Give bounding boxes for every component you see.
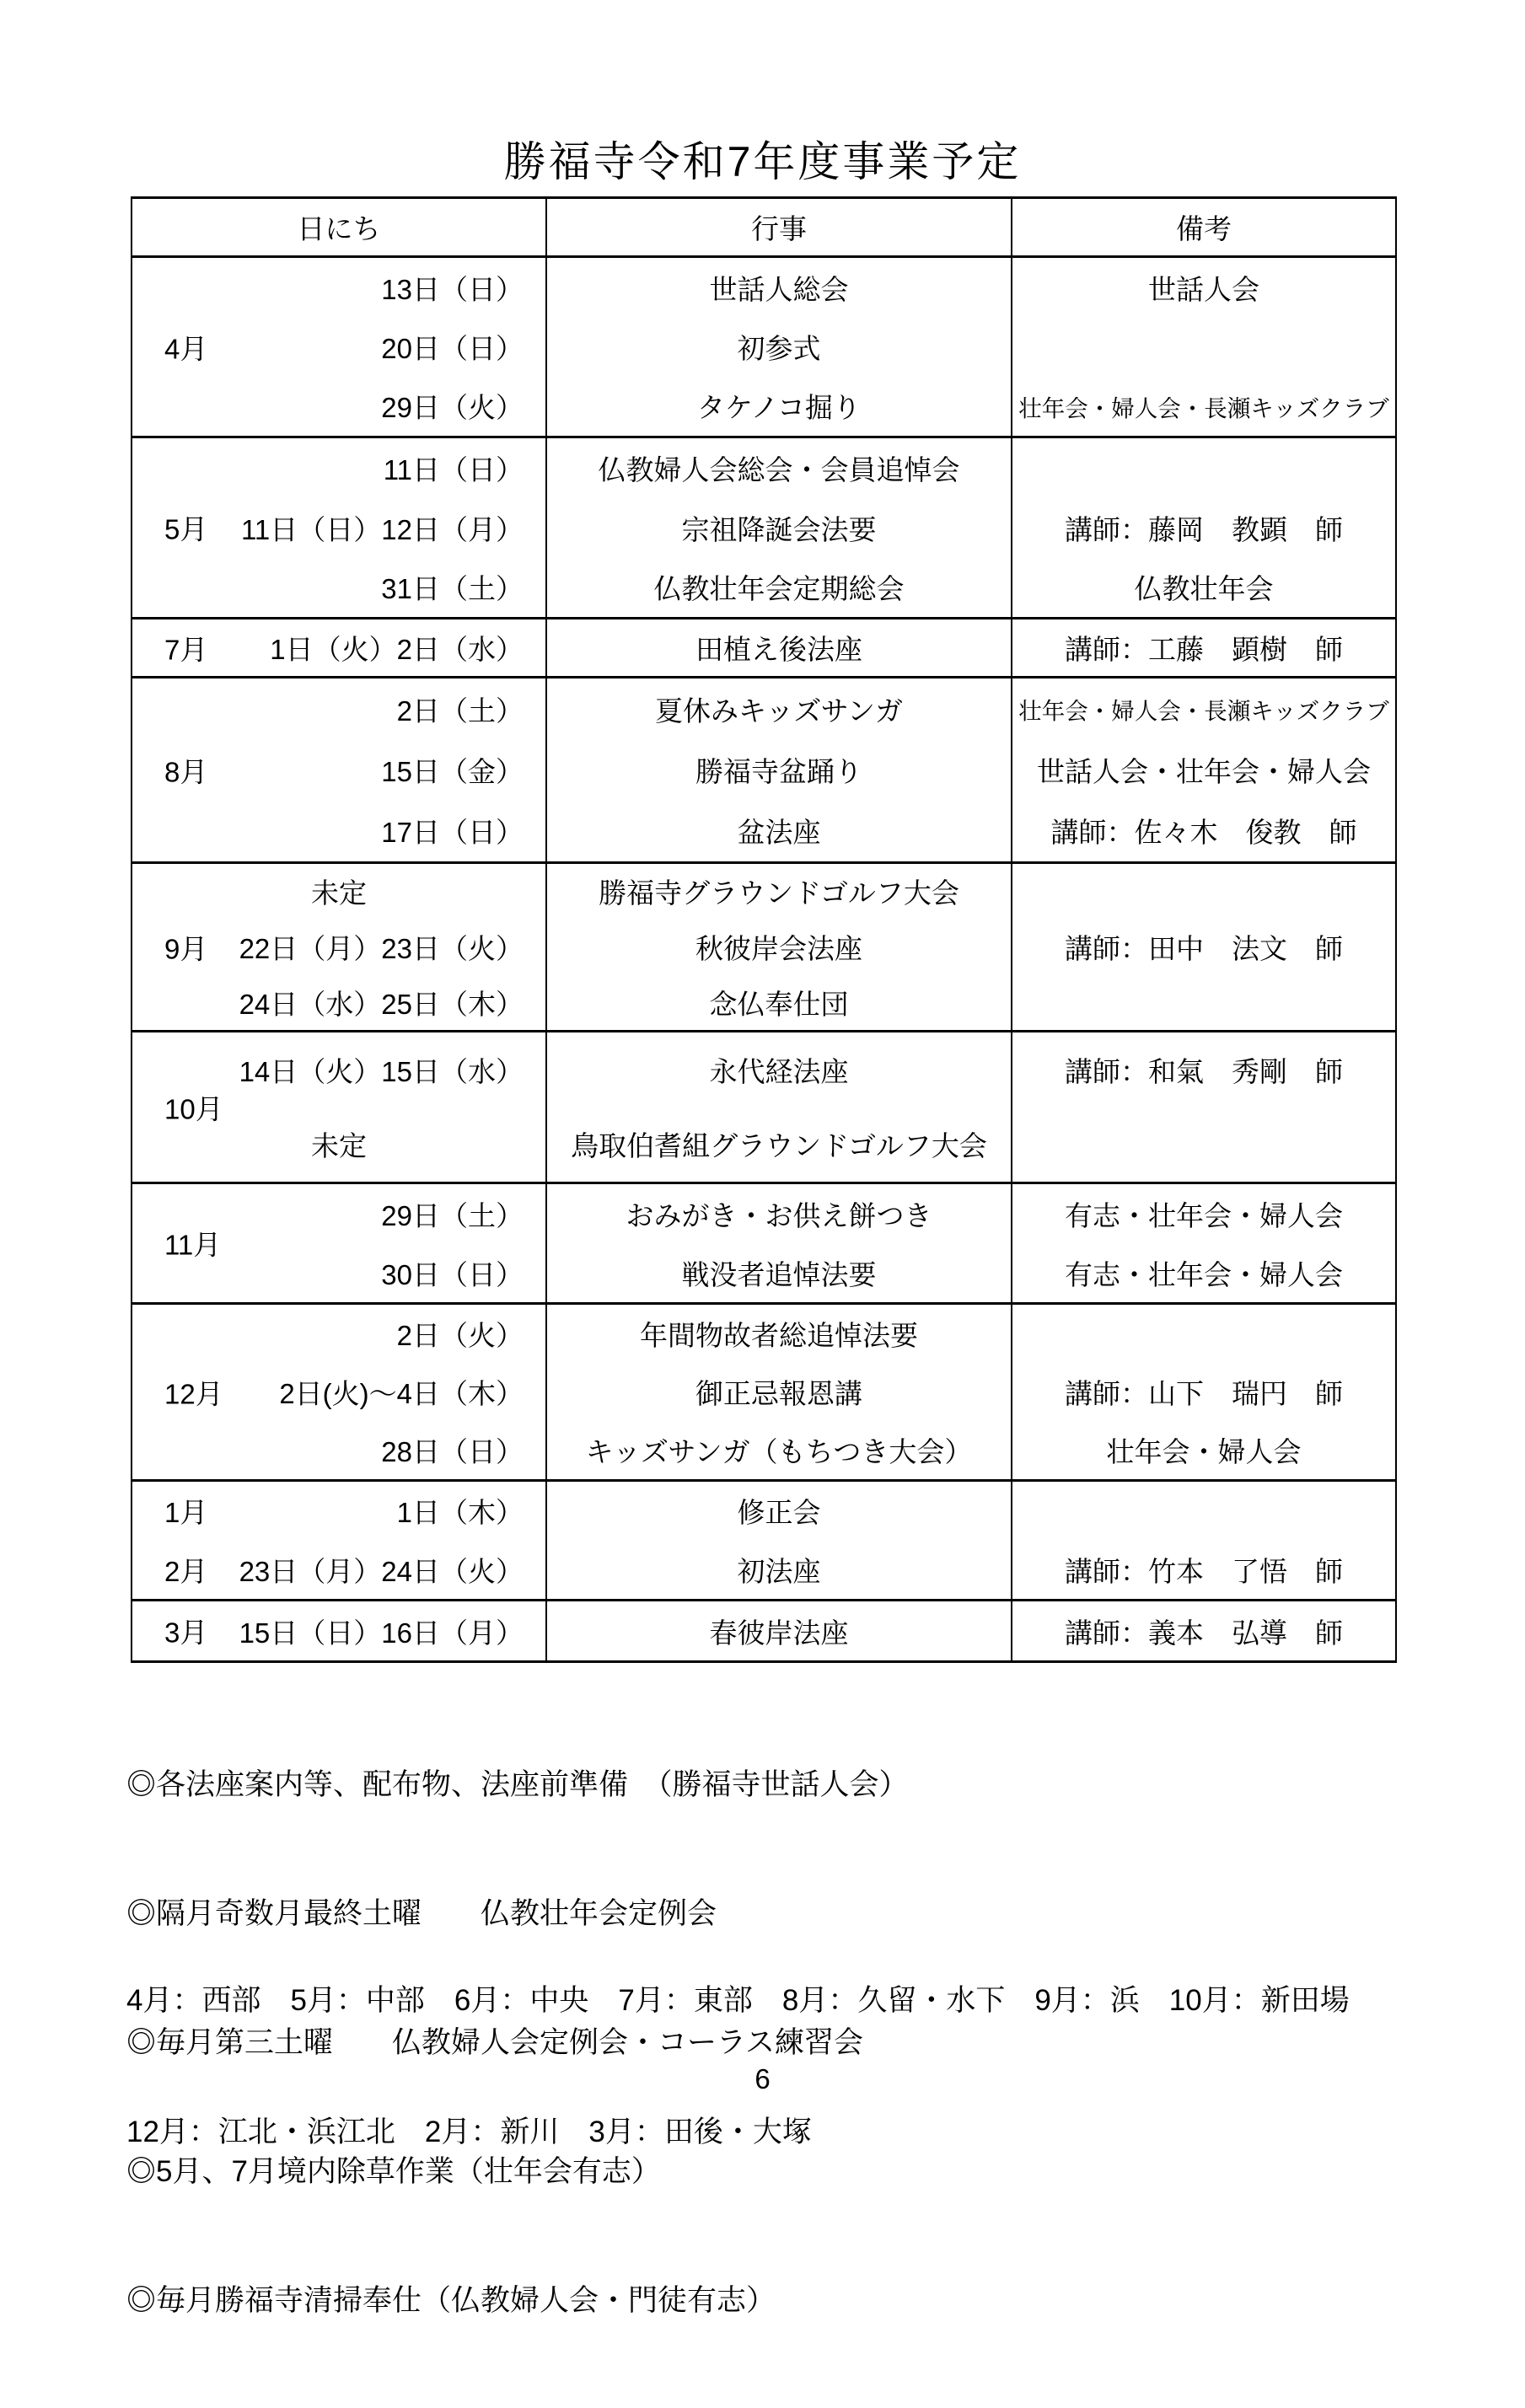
note-line [1012,801,1395,861]
date-text: 2日（土） [396,695,524,727]
note-line: ◎毎月第三土曜 仏教婦人会定例会・コーラス練習会 [126,2026,863,2059]
date-text: 22日（月）23日（火） [239,933,524,964]
date-cell [132,258,545,436]
date-text: 29日（土） [381,1199,524,1231]
date-cell [132,1305,545,1479]
event-line [547,1243,1011,1302]
event-text: キッズサンガ（もちつき大会） [585,1436,973,1467]
event-text: 夏休みキッズサンガ [654,695,904,727]
event-text: おみがき・お供え餅つき [626,1199,932,1231]
date-line [132,1184,545,1243]
date-cell [132,678,545,861]
date-line [132,739,545,800]
event-line [547,1305,1011,1363]
note-line [1012,739,1395,800]
date-text: 31日（土） [381,573,524,605]
date-text: 28日（日） [381,1436,524,1467]
date-text: 11日（日）12日（月） [241,513,524,545]
note-cell [1011,678,1395,861]
event-text: 仏教婦人会総会・会員追悼会 [598,453,960,485]
note-text: 講師：工藤 顕樹 師 [1065,634,1343,665]
note-cell [1011,864,1395,1030]
date-line [132,1482,545,1541]
event-line [547,864,1011,920]
event-cell [545,258,1011,436]
date-line [132,1601,545,1660]
event-cell [545,1305,1011,1479]
event-cell [545,864,1011,1030]
month-label: 3月 [164,1617,208,1649]
table-row-group [132,617,1395,676]
event-text: 春彼岸法座 [709,1617,849,1649]
event-text: 戦没者追悼法要 [681,1258,877,1290]
month-label: 10月 [164,1093,223,1124]
region-line: 12月：江北・浜江北 2月：新川 3月：田後・大塚 [126,2116,812,2148]
event-text: 修正会 [737,1497,821,1529]
note-line [1012,498,1395,558]
event-line [547,678,1011,739]
region-line: 4月：西部 5月：中部 6月：中央 7月：東部 8月：久留・水下 9月：浜 10月：新田場 [126,1984,1350,2017]
table-row-group [132,861,1395,1030]
event-line [547,1107,1011,1183]
note-cell [1011,1601,1395,1660]
event-text: 勝福寺盆踊り [695,755,862,787]
date-text: 30日（日） [381,1258,524,1290]
note-line [1012,438,1395,498]
event-text: 仏教壮年会定期総会 [653,573,905,605]
note-line [1012,1482,1395,1541]
note-cell [1011,1184,1395,1302]
table-row-group [132,436,1395,617]
note-cell [1011,619,1395,676]
event-text: タケノコ掘り [696,392,862,424]
event-line [547,377,1011,436]
note-line: ◎隔月奇数月最終土曜 仏教壮年会定例会 [126,1897,717,1930]
date-line [132,801,545,861]
note-text: 講師：佐々木 俊教 師 [1050,817,1357,849]
event-text: 永代経法座 [709,1055,849,1087]
event-cell [545,678,1011,861]
page-title: 勝福寺令和7年度事業予定 [503,138,1022,185]
event-text: 御正忌報恩講 [695,1378,862,1409]
date-cell [132,1482,545,1599]
event-cell [545,1482,1011,1599]
date-line [132,377,545,436]
event-line [547,739,1011,800]
event-text: 世話人総会 [709,273,849,305]
note-line [1012,920,1395,975]
month-label: 9月 [164,933,208,964]
date-text: 1日（火）2日（水） [270,634,524,665]
date-line [132,438,545,498]
event-line [547,974,1011,1030]
date-line [132,920,545,975]
header-date-column: 日にち [297,213,381,244]
header-event-column: 行事 [545,199,1011,255]
date-line [132,1541,545,1600]
event-line [547,801,1011,861]
note-line: ◎毎月勝福寺清掃奉仕（仏教婦人会・門徒有志） [126,2284,776,2317]
month-label: 2月 [164,1555,208,1587]
table-row-group [132,1479,1395,1599]
date-line [132,557,545,617]
event-cell [545,1601,1011,1660]
date-line [132,258,545,317]
note-text: 講師：山下 瑞円 師 [1065,1378,1343,1409]
event-cell [545,1184,1011,1302]
note-line: ◎各法座案内等、配布物、法座前準備 （勝福寺世話人会） [126,1768,909,1801]
event-text: 勝福寺グラウンドゴルフ大会 [599,877,959,909]
date-text: 2日(火)～4日（木） [279,1378,524,1409]
note-line [1012,317,1395,376]
date-cell [132,864,545,1030]
date-text: 20日（日） [381,332,524,364]
note-text: 講師：田中 法文 師 [1065,933,1343,964]
date-line [132,498,545,558]
note-line [1012,1541,1395,1600]
date-text: 未定 [311,1130,367,1162]
note-cell [1011,438,1395,617]
month-label: 7月 [164,634,208,665]
table-row-group [132,255,1395,436]
note-cell [1011,1032,1395,1182]
note-line [1012,557,1395,617]
note-text: 壮年会・婦人会・長瀬キッズクラブ [1018,698,1389,725]
note-text: 講師：和氣 秀剛 師 [1065,1055,1343,1087]
event-line [547,920,1011,975]
date-cell [132,438,545,617]
date-text: 2日（火） [396,1320,524,1351]
event-text: 初法座 [737,1555,821,1587]
note-line [1012,864,1395,920]
event-text: 念仏奉仕団 [709,988,849,1020]
header-note-column: 備考 [1011,199,1395,255]
table-row-group [132,1599,1395,1660]
date-cell [132,619,545,676]
note-line [1012,1305,1395,1363]
event-text: 鳥取伯耆組グラウンドゴルフ大会 [571,1130,987,1162]
month-label: 11月 [164,1229,222,1261]
event-cell [545,438,1011,617]
date-text: 1日（木） [396,1497,524,1529]
month-label: 1月 [164,1497,208,1529]
date-line [132,1107,545,1183]
event-text: 田植え後法座 [695,634,862,665]
table-row-group [132,1302,1395,1479]
note-line: ◎5月、7月境内除草作業（壮年会有志） [126,2155,661,2188]
month-label: 8月 [164,756,208,787]
date-text: 15日（日）16日（月） [239,1617,524,1649]
note-text: 壮年会・婦人会・長瀬キッズクラブ [1018,394,1389,421]
event-text: 初参式 [737,332,821,364]
date-cell [132,1601,545,1660]
note-text: 世話人会 [1148,273,1259,305]
note-line [1012,377,1395,436]
event-line [547,1482,1011,1541]
event-text: 盆法座 [737,817,821,849]
note-line [1012,974,1395,1030]
event-line [547,1421,1011,1479]
note-text: 壮年会・婦人会 [1106,1436,1302,1467]
event-text: 年間物故者総追悼法要 [640,1320,918,1351]
note-cell [1011,258,1395,436]
event-line [547,317,1011,376]
note-line [1012,619,1395,676]
month-label: 5月 [164,513,208,545]
table-row-group [132,1182,1395,1302]
date-line [132,678,545,739]
date-line [132,317,545,376]
event-line [547,258,1011,317]
note-line [1012,1032,1395,1107]
date-line [132,974,545,1030]
date-line [132,1363,545,1421]
event-line [547,438,1011,498]
note-line [1012,1107,1395,1183]
note-line [1012,1601,1395,1660]
note-text: 講師：竹本 了悟 師 [1065,1555,1343,1587]
date-text: 23日（月）24日（火） [239,1555,524,1587]
note-line [1012,1421,1395,1479]
date-text: 15日（金） [381,755,524,787]
date-line [132,1243,545,1302]
event-text: 秋彼岸会法座 [695,933,862,964]
table-header-row [132,199,1395,255]
note-text: 講師：義本 弘導 師 [1065,1617,1343,1649]
date-text: 11日（日） [383,453,524,485]
month-label: 4月 [164,333,208,364]
note-text: 講師：藤岡 教顕 師 [1065,513,1343,545]
event-cell [545,619,1011,676]
table-row-group [132,1030,1395,1182]
month-label: 12月 [164,1378,223,1409]
note-line [1012,1243,1395,1302]
page-number: 6 [754,2063,771,2094]
date-text: 14日（火）15日（水） [239,1055,524,1087]
note-text: 有志・壮年会・婦人会 [1065,1258,1343,1290]
table-row-group [132,676,1395,861]
note-line [1012,1184,1395,1243]
date-line [132,1305,545,1363]
date-line [132,1421,545,1479]
event-line [547,1541,1011,1600]
date-cell [132,1032,545,1182]
event-line [547,1184,1011,1243]
note-cell [1011,1305,1395,1479]
event-text: 宗祖降誕会法要 [681,513,877,545]
date-text: 13日（日） [381,273,524,305]
note-line [1012,678,1395,739]
note-text: 世話人会・壮年会・婦人会 [1037,755,1371,787]
date-line [132,1032,545,1107]
note-line [1012,258,1395,317]
note-line [1012,1363,1395,1421]
event-cell [545,1032,1011,1182]
event-line [547,1032,1011,1107]
schedule-table [131,196,1397,1663]
date-cell [132,1184,545,1302]
date-text: 17日（日） [381,817,524,849]
date-line [132,864,545,920]
date-line [132,619,545,676]
event-line [547,1601,1011,1660]
event-line [547,498,1011,558]
date-text: 24日（水）25日（木） [239,988,524,1020]
date-text: 29日（火） [381,392,524,424]
event-line [547,619,1011,676]
note-cell [1011,1482,1395,1599]
note-text: 有志・壮年会・婦人会 [1065,1199,1343,1231]
event-line [547,557,1011,617]
event-line [547,1363,1011,1421]
note-text: 仏教壮年会 [1134,573,1274,605]
date-text: 未定 [311,877,367,909]
